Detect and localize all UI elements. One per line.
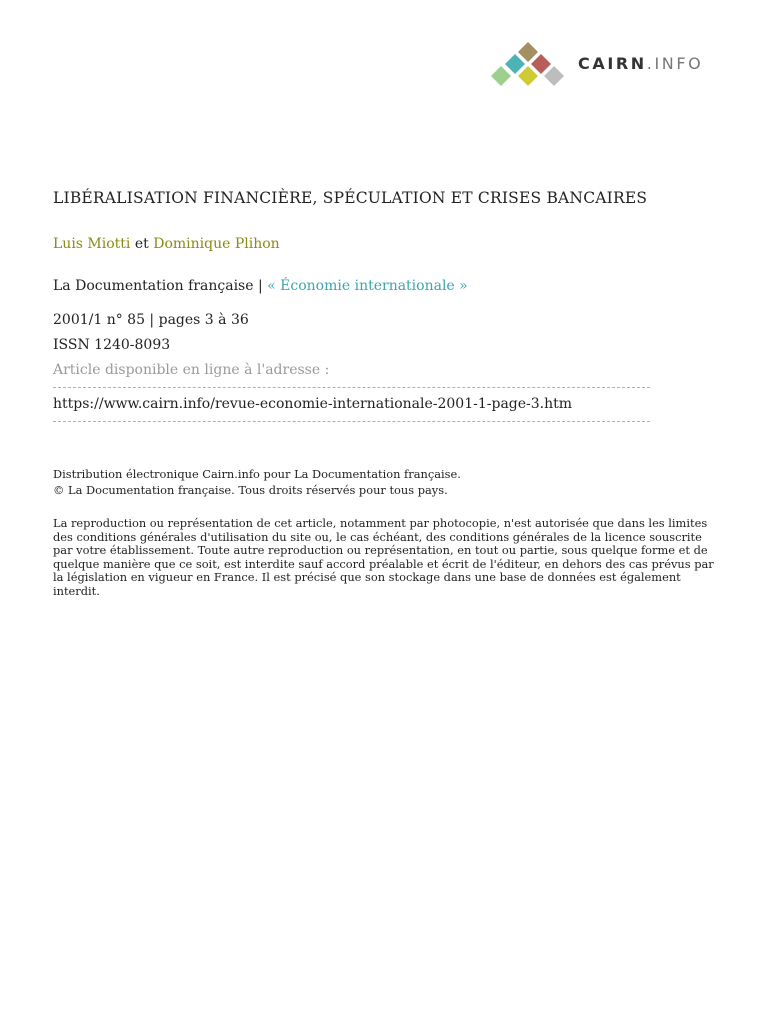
logo-diamond-green xyxy=(491,66,511,86)
logo-diamond-red xyxy=(531,54,551,74)
publisher-line xyxy=(53,278,468,294)
cairn-logo[interactable] xyxy=(488,40,728,88)
copyright-line: © La Documentation française. Tous droits réservés pour tous pays. xyxy=(53,483,448,497)
logo-domain: .INFO xyxy=(646,54,704,73)
logo-diamond-teal xyxy=(505,54,525,74)
available-online-label: Article disponible en ligne à l'adresse : xyxy=(53,362,330,378)
legal-notice: La reproduction ou représentation de cet article, notamment par photocopie, n'est autorisée que dans les limites des conditions générales d'utilisation du site ou, le cas échéant, des conditions générales de la licence souscrite par votre établissement. Toute autre reproduction ou représentation, en tout ou partie, sous quelque forme et de quelque manière que ce soit, est interdite sauf accord préalable et écrit de l'éditeur, en dehors des cas prévus par la législation en vigueur en France. Il est précisé que son stockage dans une base de données est également interdit. xyxy=(53,516,714,598)
author-link-miotti[interactable]: Luis Miotti xyxy=(53,236,131,252)
logo-diamond-yellow xyxy=(518,66,538,86)
logo-name: CAIRN xyxy=(578,54,647,73)
url-divider-top xyxy=(53,387,650,388)
article-title: LIBÉRALISATION FINANCIÈRE, SPÉCULATION ET CRISES BANCAIRES xyxy=(53,189,648,207)
logo-diamond-gray xyxy=(544,66,564,86)
publisher-separator: | xyxy=(257,278,263,294)
logo-diamond-top xyxy=(518,42,538,62)
url-divider-bottom xyxy=(53,421,650,422)
article-url[interactable]: https://www.cairn.info/revue-economie-internationale-2001-1-page-3.htm xyxy=(53,396,573,412)
issn: ISSN 1240-8093 xyxy=(53,337,171,353)
distribution-notice xyxy=(53,466,461,498)
publisher-name: La Documentation française xyxy=(53,278,254,294)
logo-wordmark xyxy=(578,54,703,73)
issue-info: 2001/1 n° 85 | pages 3 à 36 xyxy=(53,312,249,328)
author-link-plihon[interactable]: Dominique Plihon xyxy=(153,236,280,252)
distribution-line: Distribution électronique Cairn.info pour La Documentation française. xyxy=(53,467,461,481)
authors-connector: et xyxy=(134,236,149,252)
cairn-diamonds-icon xyxy=(488,40,568,88)
journal-link[interactable]: « Économie internationale » xyxy=(267,278,468,294)
authors-line xyxy=(53,236,280,252)
